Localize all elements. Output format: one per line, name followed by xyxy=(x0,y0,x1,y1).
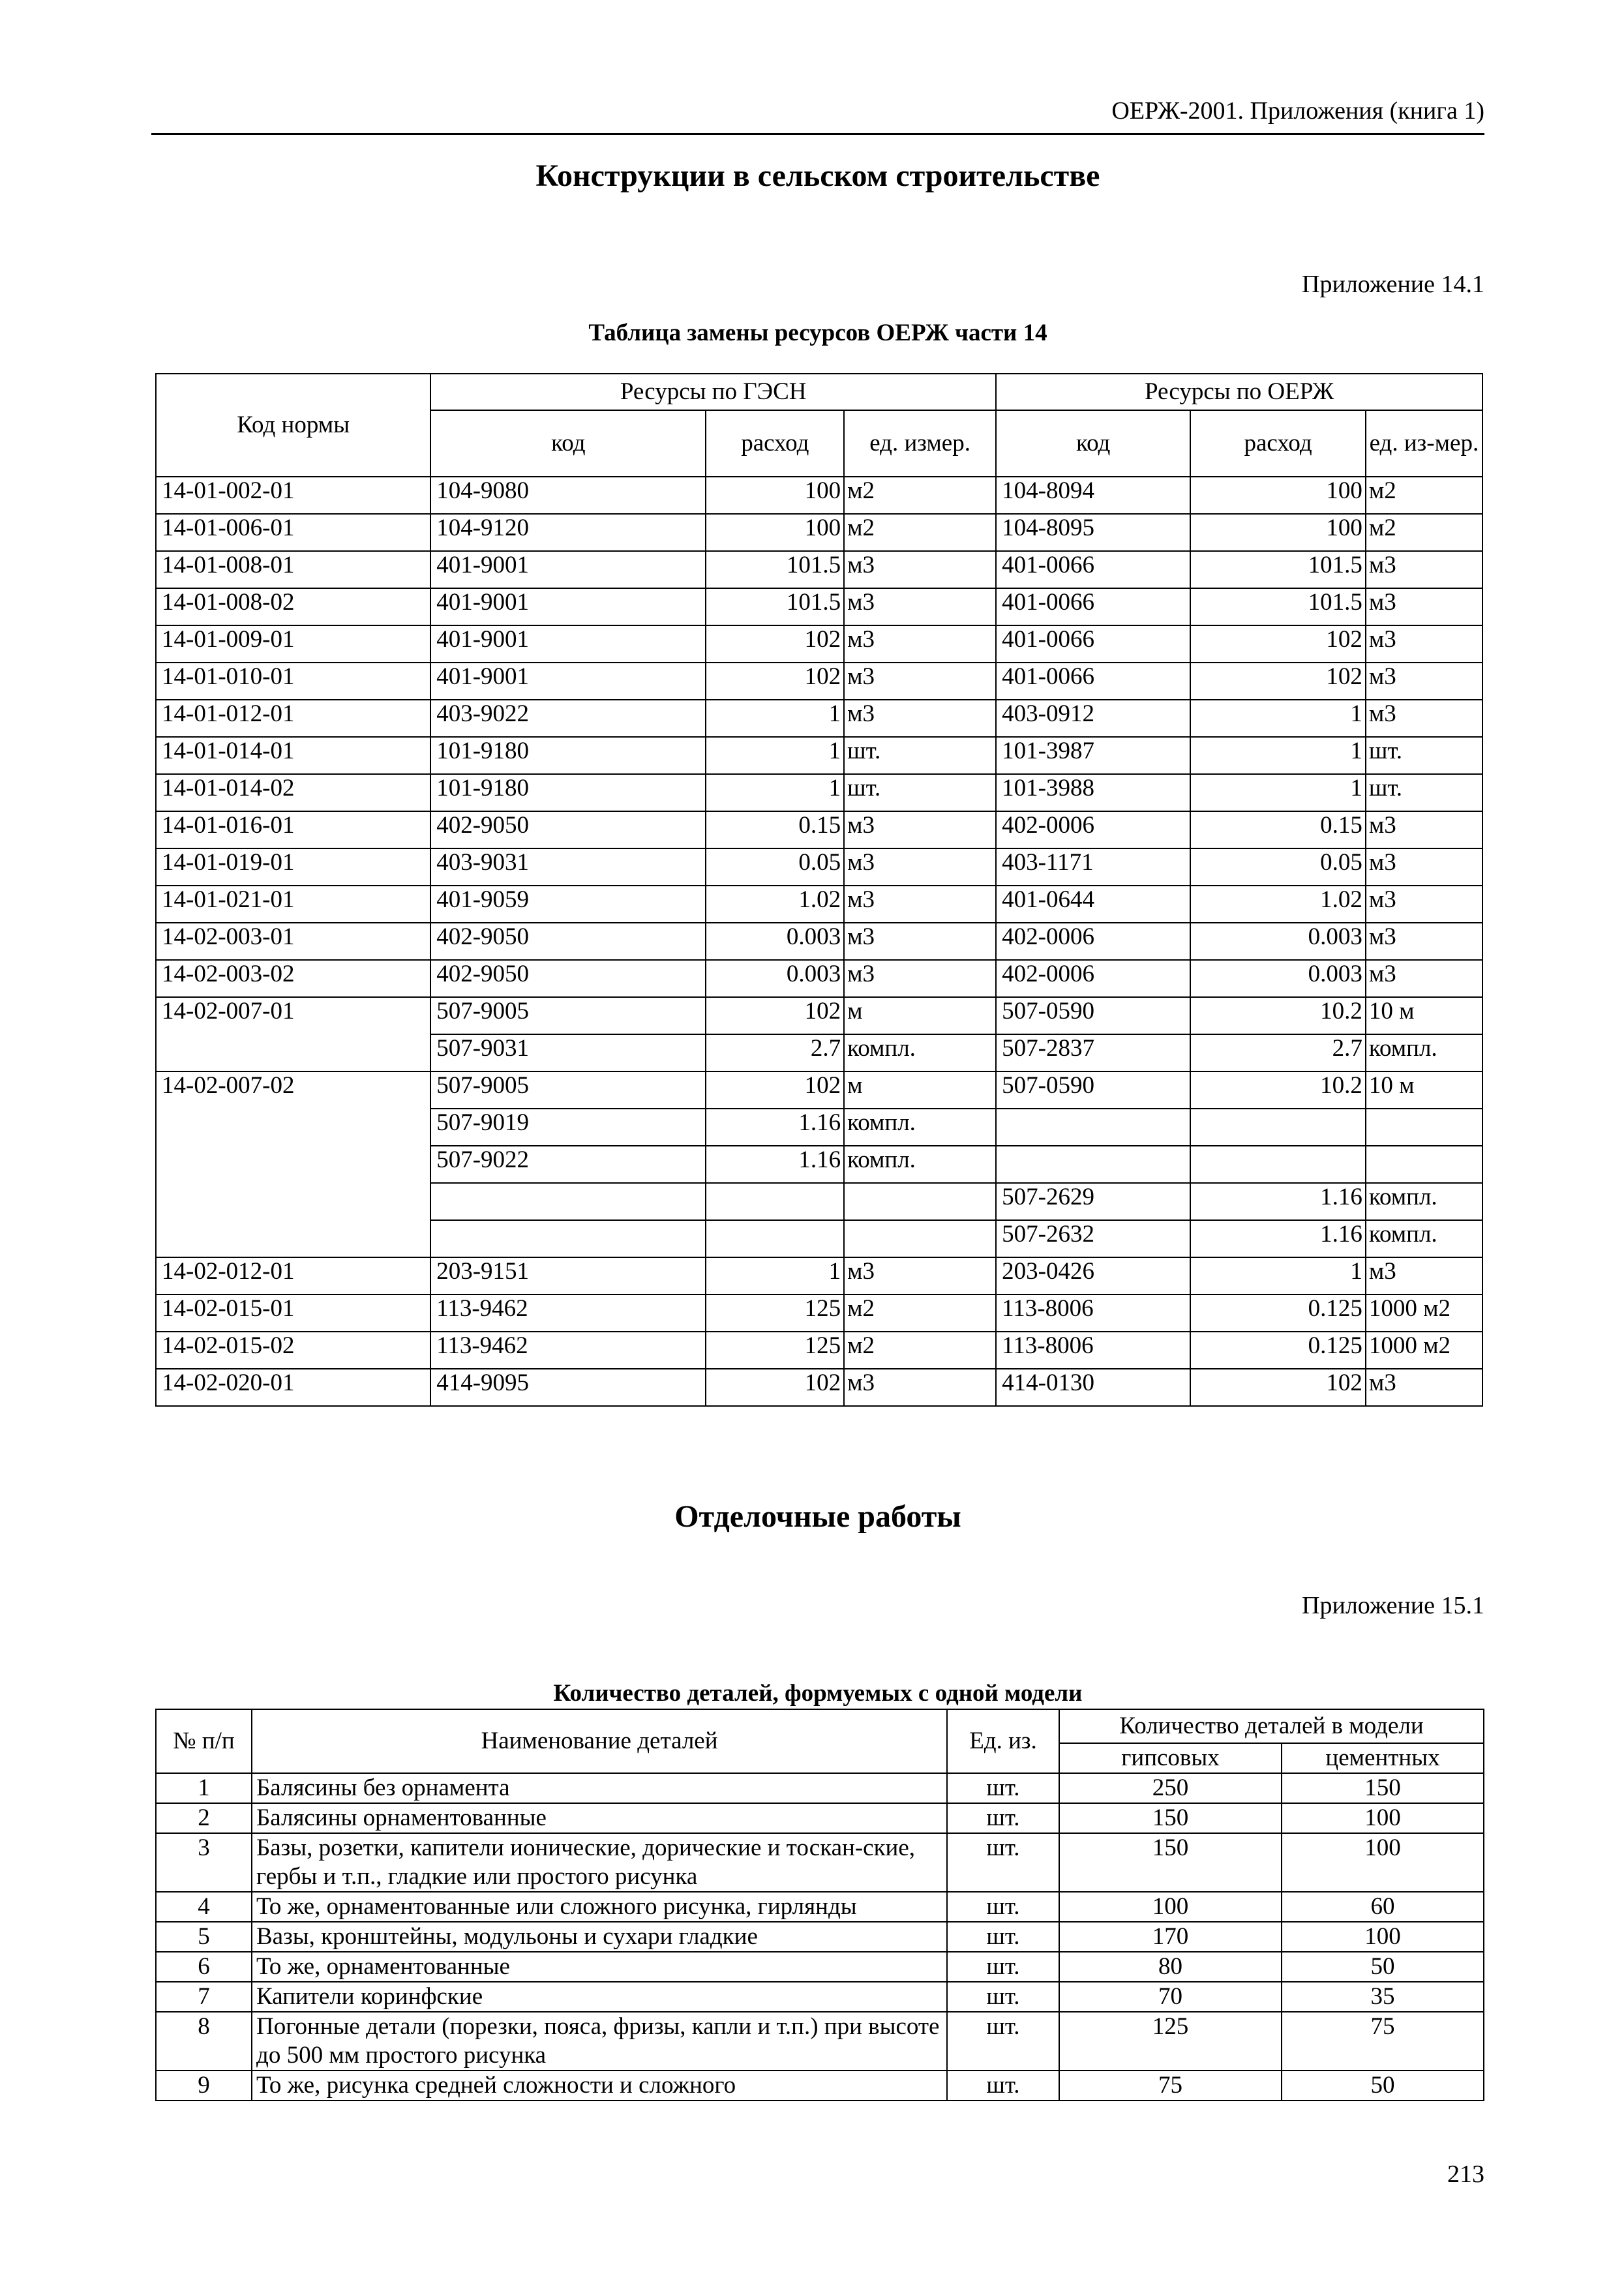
cell-gesn-rate: 101.5 xyxy=(706,588,844,625)
cell-oerzh-unit: м3 xyxy=(1366,886,1482,923)
cell-gesn-rate: 0.05 xyxy=(706,848,844,886)
header-rule xyxy=(151,133,1484,135)
cell-gesn-code: 402-9050 xyxy=(430,960,706,997)
subheader-gesn-code: код xyxy=(430,410,706,477)
cell-oerzh-rate: 0.05 xyxy=(1190,848,1366,886)
cell-oerzh-unit: шт. xyxy=(1366,737,1482,774)
cell-part-name: Капители коринфские xyxy=(252,1982,947,2012)
cell-gesn-rate: 102 xyxy=(706,1071,844,1109)
cell-number: 6 xyxy=(156,1952,252,1982)
table-row xyxy=(156,774,1482,811)
cell-gesn-unit xyxy=(844,1220,996,1257)
cell-oerzh-unit: м3 xyxy=(1366,700,1482,737)
cell-oerzh-rate: 100 xyxy=(1190,514,1366,551)
cell-gesn-unit: м3 xyxy=(844,551,996,588)
col-header-part-name: Наименование деталей xyxy=(252,1709,947,1773)
cell-gesn-rate: 101.5 xyxy=(706,551,844,588)
cell-gesn-code xyxy=(430,1183,706,1220)
cell-gesn-rate: 1 xyxy=(706,700,844,737)
table-row xyxy=(156,811,1482,848)
cell-gesn-unit: м2 xyxy=(844,1294,996,1332)
cell-unit: шт. xyxy=(947,2071,1059,2101)
cell-gesn-code: 401-9001 xyxy=(430,663,706,700)
cell-gypsum-qty: 170 xyxy=(1059,1922,1282,1952)
cell-gesn-rate: 0.15 xyxy=(706,811,844,848)
cell-oerzh-unit: компл. xyxy=(1366,1034,1482,1071)
cell-oerzh-rate: 0.125 xyxy=(1190,1332,1366,1369)
table-row xyxy=(156,960,1482,997)
cell-cement-qty: 100 xyxy=(1282,1922,1484,1952)
cell-gesn-unit xyxy=(844,1183,996,1220)
cell-oerzh-code: 401-0066 xyxy=(996,588,1190,625)
cell-oerzh-rate: 101.5 xyxy=(1190,551,1366,588)
cell-oerzh-code: 402-0006 xyxy=(996,811,1190,848)
cell-oerzh-unit: м3 xyxy=(1366,663,1482,700)
resource-replacement-table xyxy=(155,373,1483,1407)
cell-gesn-rate: 1 xyxy=(706,774,844,811)
cell-gesn-code: 104-9080 xyxy=(430,477,706,514)
cell-gesn-rate: 1.16 xyxy=(706,1109,844,1146)
cell-oerzh-rate: 10.2 xyxy=(1190,1071,1366,1109)
cell-gesn-unit: компл. xyxy=(844,1034,996,1071)
cell-oerzh-code: 104-8094 xyxy=(996,477,1190,514)
cell-norm-code: 14-01-002-01 xyxy=(156,477,430,514)
cell-norm-code: 14-02-007-01 xyxy=(156,997,430,1071)
cell-part-name: Погонные детали (порезки, пояса, фризы, капли и т.п.) при высоте до 500 мм простого рисунка xyxy=(252,2012,947,2071)
cell-oerzh-rate: 1 xyxy=(1190,1257,1366,1294)
running-header: ОЕРЖ-2001. Приложения (книга 1) xyxy=(1111,97,1484,125)
cell-part-name: Базы, розетки, капители ионические, дорические и тоскан-ские, гербы и т.п., гладкие или простого рисунка xyxy=(252,1833,947,1892)
table-caption-15: Количество деталей, формуемых с одной модели xyxy=(553,1680,1083,1707)
table-row xyxy=(156,514,1482,551)
cell-oerzh-rate: 0.15 xyxy=(1190,811,1366,848)
cell-norm-code: 14-02-015-02 xyxy=(156,1332,430,1369)
cell-oerzh-unit: м3 xyxy=(1366,923,1482,960)
cell-cement-qty: 75 xyxy=(1282,2012,1484,2071)
cell-gesn-unit: м2 xyxy=(844,477,996,514)
table-row xyxy=(156,663,1482,700)
cell-gesn-code: 203-9151 xyxy=(430,1257,706,1294)
table-row xyxy=(156,997,1482,1034)
cell-gesn-code: 401-9001 xyxy=(430,588,706,625)
subheader-oerzh-code: код xyxy=(996,410,1190,477)
cell-oerzh-unit: м3 xyxy=(1366,551,1482,588)
cell-oerzh-code: 101-3988 xyxy=(996,774,1190,811)
col-header-norm-code: Код нормы xyxy=(156,374,430,477)
cell-gesn-rate: 1 xyxy=(706,1257,844,1294)
cell-unit: шт. xyxy=(947,1803,1059,1833)
cell-gesn-code: 104-9120 xyxy=(430,514,706,551)
cell-norm-code: 14-01-008-01 xyxy=(156,551,430,588)
cell-norm-code: 14-02-020-01 xyxy=(156,1369,430,1406)
cell-norm-code: 14-01-021-01 xyxy=(156,886,430,923)
cell-oerzh-unit: компл. xyxy=(1366,1183,1482,1220)
cell-oerzh-code: 507-2629 xyxy=(996,1183,1190,1220)
cell-gypsum-qty: 80 xyxy=(1059,1952,1282,1982)
table-row xyxy=(156,737,1482,774)
cell-oerzh-rate: 1 xyxy=(1190,737,1366,774)
cell-gesn-code: 401-9001 xyxy=(430,551,706,588)
table-row xyxy=(156,886,1482,923)
cell-gesn-code: 402-9050 xyxy=(430,811,706,848)
subheader-gesn-rate: расход xyxy=(706,410,844,477)
cell-oerzh-unit: м2 xyxy=(1366,514,1482,551)
cell-oerzh-code: 113-8006 xyxy=(996,1332,1190,1369)
cell-number: 1 xyxy=(156,1773,252,1803)
cell-oerzh-unit xyxy=(1366,1146,1482,1183)
cell-oerzh-code: 402-0006 xyxy=(996,960,1190,997)
cell-oerzh-rate: 2.7 xyxy=(1190,1034,1366,1071)
subheader-cement: цементных xyxy=(1282,1743,1484,1773)
cell-gesn-rate: 102 xyxy=(706,625,844,663)
cell-norm-code: 14-02-003-01 xyxy=(156,923,430,960)
cell-gesn-rate: 125 xyxy=(706,1294,844,1332)
cell-gesn-unit: м xyxy=(844,997,996,1034)
table-row xyxy=(156,1369,1482,1406)
cell-gesn-rate xyxy=(706,1183,844,1220)
cell-gesn-rate: 2.7 xyxy=(706,1034,844,1071)
col-header-oerzh-resources: Ресурсы по ОЕРЖ xyxy=(996,374,1482,410)
cell-gesn-rate: 1 xyxy=(706,737,844,774)
cell-gesn-code: 507-9005 xyxy=(430,1071,706,1109)
cell-cement-qty: 150 xyxy=(1282,1773,1484,1803)
cell-gesn-unit: компл. xyxy=(844,1109,996,1146)
cell-number: 8 xyxy=(156,2012,252,2071)
cell-unit: шт. xyxy=(947,1922,1059,1952)
cell-norm-code: 14-01-012-01 xyxy=(156,700,430,737)
table-caption-14: Таблица замены ресурсов ОЕРЖ части 14 xyxy=(588,320,1047,346)
cell-oerzh-rate: 102 xyxy=(1190,663,1366,700)
cell-oerzh-code: 104-8095 xyxy=(996,514,1190,551)
cell-norm-code: 14-01-009-01 xyxy=(156,625,430,663)
col-header-unit: Ед. из. xyxy=(947,1709,1059,1773)
cell-gesn-rate: 102 xyxy=(706,1369,844,1406)
table-row xyxy=(156,848,1482,886)
cell-norm-code: 14-02-012-01 xyxy=(156,1257,430,1294)
cell-gesn-unit: м3 xyxy=(844,923,996,960)
cell-gypsum-qty: 150 xyxy=(1059,1803,1282,1833)
cell-oerzh-rate: 0.003 xyxy=(1190,960,1366,997)
cell-norm-code: 14-02-015-01 xyxy=(156,1294,430,1332)
cell-oerzh-rate xyxy=(1190,1109,1366,1146)
cell-oerzh-code: 507-2837 xyxy=(996,1034,1190,1071)
cell-cement-qty: 50 xyxy=(1282,1952,1484,1982)
table-row xyxy=(156,700,1482,737)
cell-gesn-code: 414-9095 xyxy=(430,1369,706,1406)
cell-gesn-rate: 100 xyxy=(706,477,844,514)
cell-part-name: Вазы, кронштейны, модульоны и сухари гладкие xyxy=(252,1922,947,1952)
col-header-quantity: Количество деталей в модели xyxy=(1059,1709,1484,1743)
subheader-gypsum: гипсовых xyxy=(1059,1743,1282,1773)
cell-oerzh-unit: компл. xyxy=(1366,1220,1482,1257)
cell-oerzh-unit: 1000 м2 xyxy=(1366,1294,1482,1332)
cell-cement-qty: 100 xyxy=(1282,1803,1484,1833)
cell-oerzh-unit: м2 xyxy=(1366,477,1482,514)
cell-part-name: Балясины без орнамента xyxy=(252,1773,947,1803)
cell-oerzh-code: 401-0066 xyxy=(996,663,1190,700)
cell-number: 2 xyxy=(156,1803,252,1833)
cell-gesn-unit: шт. xyxy=(844,737,996,774)
cell-oerzh-rate: 1.02 xyxy=(1190,886,1366,923)
cell-gesn-rate: 0.003 xyxy=(706,923,844,960)
subheader-oerzh-rate: расход xyxy=(1190,410,1366,477)
cell-oerzh-unit: м3 xyxy=(1366,811,1482,848)
subheader-gesn-unit: ед. измер. xyxy=(844,410,996,477)
cell-oerzh-unit: м3 xyxy=(1366,848,1482,886)
cell-gesn-code: 101-9180 xyxy=(430,774,706,811)
cell-gesn-rate: 102 xyxy=(706,997,844,1034)
cell-gesn-unit: м3 xyxy=(844,886,996,923)
cell-gesn-code: 507-9005 xyxy=(430,997,706,1034)
cell-gesn-unit: м2 xyxy=(844,1332,996,1369)
cell-oerzh-rate: 102 xyxy=(1190,625,1366,663)
table-row xyxy=(156,588,1482,625)
cell-oerzh-code: 402-0006 xyxy=(996,923,1190,960)
cell-number: 4 xyxy=(156,1892,252,1922)
table-row xyxy=(156,477,1482,514)
cell-gesn-rate: 1.02 xyxy=(706,886,844,923)
cell-unit: шт. xyxy=(947,1982,1059,2012)
table-row xyxy=(156,1982,1484,2012)
cell-oerzh-code: 401-0066 xyxy=(996,551,1190,588)
cell-gesn-unit: м2 xyxy=(844,514,996,551)
table-row xyxy=(156,1803,1484,1833)
cell-gesn-unit: м3 xyxy=(844,588,996,625)
cell-gesn-code: 113-9462 xyxy=(430,1332,706,1369)
cell-oerzh-code xyxy=(996,1146,1190,1183)
cell-oerzh-code: 414-0130 xyxy=(996,1369,1190,1406)
section-title-rural-construction: Конструкции в сельском строительстве xyxy=(535,158,1100,193)
cell-gesn-rate xyxy=(706,1220,844,1257)
cell-oerzh-rate: 1.16 xyxy=(1190,1220,1366,1257)
cell-norm-code: 14-01-008-02 xyxy=(156,588,430,625)
cell-gesn-unit: м3 xyxy=(844,700,996,737)
cell-oerzh-code: 203-0426 xyxy=(996,1257,1190,1294)
cell-oerzh-code: 401-0066 xyxy=(996,625,1190,663)
cell-oerzh-unit: 10 м xyxy=(1366,1071,1482,1109)
cell-number: 3 xyxy=(156,1833,252,1892)
cell-oerzh-rate: 1.16 xyxy=(1190,1183,1366,1220)
cell-oerzh-rate: 1 xyxy=(1190,700,1366,737)
table-row xyxy=(156,1332,1482,1369)
cell-cement-qty: 100 xyxy=(1282,1833,1484,1892)
cell-gesn-code: 101-9180 xyxy=(430,737,706,774)
cell-gesn-unit: м3 xyxy=(844,663,996,700)
cell-oerzh-rate: 102 xyxy=(1190,1369,1366,1406)
cell-gypsum-qty: 250 xyxy=(1059,1773,1282,1803)
table-row xyxy=(156,551,1482,588)
cell-gypsum-qty: 75 xyxy=(1059,2071,1282,2101)
cell-oerzh-code: 507-0590 xyxy=(996,997,1190,1034)
cell-gesn-rate: 0.003 xyxy=(706,960,844,997)
cell-norm-code: 14-02-007-02 xyxy=(156,1071,430,1257)
table-row xyxy=(156,1773,1484,1803)
cell-gesn-code: 403-9031 xyxy=(430,848,706,886)
cell-unit: шт. xyxy=(947,2012,1059,2071)
cell-oerzh-unit xyxy=(1366,1109,1482,1146)
col-header-gesn-resources: Ресурсы по ГЭСН xyxy=(430,374,996,410)
cell-oerzh-rate: 0.003 xyxy=(1190,923,1366,960)
cell-oerzh-code xyxy=(996,1109,1190,1146)
table-row xyxy=(156,1922,1484,1952)
cell-oerzh-unit: м3 xyxy=(1366,588,1482,625)
cell-oerzh-unit: м3 xyxy=(1366,1369,1482,1406)
cell-gypsum-qty: 125 xyxy=(1059,2012,1282,2071)
cell-oerzh-unit: шт. xyxy=(1366,774,1482,811)
cell-oerzh-unit: м3 xyxy=(1366,625,1482,663)
cell-gesn-unit: м3 xyxy=(844,625,996,663)
section-title-finishing-works: Отделочные работы xyxy=(674,1499,961,1534)
cell-gesn-code: 507-9031 xyxy=(430,1034,706,1071)
appendix-label-14-1: Приложение 14.1 xyxy=(1302,271,1484,298)
cell-unit: шт. xyxy=(947,1773,1059,1803)
cell-gesn-code: 402-9050 xyxy=(430,923,706,960)
cell-oerzh-code: 101-3987 xyxy=(996,737,1190,774)
page-number: 213 xyxy=(1447,2161,1484,2188)
cell-oerzh-code: 401-0644 xyxy=(996,886,1190,923)
cell-oerzh-unit: м3 xyxy=(1366,1257,1482,1294)
cell-norm-code: 14-02-003-02 xyxy=(156,960,430,997)
cell-gesn-code: 401-9001 xyxy=(430,625,706,663)
appendix-label-15-1: Приложение 15.1 xyxy=(1302,1592,1484,1619)
cell-gesn-unit: шт. xyxy=(844,774,996,811)
cell-oerzh-rate: 10.2 xyxy=(1190,997,1366,1034)
cell-number: 5 xyxy=(156,1922,252,1952)
cell-unit: шт. xyxy=(947,1833,1059,1892)
cell-oerzh-rate: 0.125 xyxy=(1190,1294,1366,1332)
table-row xyxy=(156,2012,1484,2071)
cell-cement-qty: 60 xyxy=(1282,1892,1484,1922)
cell-oerzh-unit: 10 м xyxy=(1366,997,1482,1034)
table-row xyxy=(156,923,1482,960)
cell-gesn-unit: м3 xyxy=(844,848,996,886)
table-row xyxy=(156,625,1482,663)
cell-oerzh-rate: 101.5 xyxy=(1190,588,1366,625)
cell-oerzh-code: 403-0912 xyxy=(996,700,1190,737)
subheader-oerzh-unit: ед. из-мер. xyxy=(1366,410,1482,477)
cell-part-name: То же, орнаментованные или сложного рисунка, гирлянды xyxy=(252,1892,947,1922)
cell-gesn-code: 401-9059 xyxy=(430,886,706,923)
cell-part-name: Балясины орнаментованные xyxy=(252,1803,947,1833)
cell-gesn-unit: компл. xyxy=(844,1146,996,1183)
cell-gesn-code xyxy=(430,1220,706,1257)
cell-part-name: То же, орнаментованные xyxy=(252,1952,947,1982)
col-header-number: № п/п xyxy=(156,1709,252,1773)
cell-gesn-code: 113-9462 xyxy=(430,1294,706,1332)
cell-norm-code: 14-01-006-01 xyxy=(156,514,430,551)
cell-oerzh-unit: 1000 м2 xyxy=(1366,1332,1482,1369)
cell-gesn-unit: м xyxy=(844,1071,996,1109)
cell-oerzh-rate: 1 xyxy=(1190,774,1366,811)
table-row xyxy=(156,1892,1484,1922)
cell-norm-code: 14-01-019-01 xyxy=(156,848,430,886)
cell-gesn-unit: м3 xyxy=(844,811,996,848)
cell-gypsum-qty: 100 xyxy=(1059,1892,1282,1922)
cell-gesn-code: 507-9019 xyxy=(430,1109,706,1146)
cell-oerzh-unit: м3 xyxy=(1366,960,1482,997)
cell-gesn-rate: 125 xyxy=(706,1332,844,1369)
table-row xyxy=(156,1294,1482,1332)
cell-number: 9 xyxy=(156,2071,252,2101)
cell-norm-code: 14-01-016-01 xyxy=(156,811,430,848)
cell-oerzh-code: 113-8006 xyxy=(996,1294,1190,1332)
cell-gypsum-qty: 70 xyxy=(1059,1982,1282,2012)
cell-part-name: То же, рисунка средней сложности и сложного xyxy=(252,2071,947,2101)
cell-oerzh-code: 403-1171 xyxy=(996,848,1190,886)
cell-cement-qty: 35 xyxy=(1282,1982,1484,2012)
cell-gypsum-qty: 150 xyxy=(1059,1833,1282,1892)
cell-gesn-rate: 100 xyxy=(706,514,844,551)
cell-oerzh-rate: 100 xyxy=(1190,477,1366,514)
cell-norm-code: 14-01-014-02 xyxy=(156,774,430,811)
cell-gesn-unit: м3 xyxy=(844,1369,996,1406)
cell-gesn-unit: м3 xyxy=(844,960,996,997)
cell-gesn-rate: 102 xyxy=(706,663,844,700)
cell-number: 7 xyxy=(156,1982,252,2012)
table-row xyxy=(156,1833,1484,1892)
cell-gesn-code: 403-9022 xyxy=(430,700,706,737)
cell-gesn-rate: 1.16 xyxy=(706,1146,844,1183)
cell-gesn-unit: м3 xyxy=(844,1257,996,1294)
table-row xyxy=(156,1071,1482,1109)
cell-norm-code: 14-01-010-01 xyxy=(156,663,430,700)
cell-cement-qty: 50 xyxy=(1282,2071,1484,2101)
cell-oerzh-rate xyxy=(1190,1146,1366,1183)
table-row xyxy=(156,1952,1484,1982)
cell-gesn-code: 507-9022 xyxy=(430,1146,706,1183)
cell-oerzh-code: 507-0590 xyxy=(996,1071,1190,1109)
molded-parts-table xyxy=(155,1709,1484,2101)
cell-unit: шт. xyxy=(947,1892,1059,1922)
cell-norm-code: 14-01-014-01 xyxy=(156,737,430,774)
table-row xyxy=(156,2071,1484,2101)
cell-unit: шт. xyxy=(947,1952,1059,1982)
cell-oerzh-code: 507-2632 xyxy=(996,1220,1190,1257)
table-row xyxy=(156,1257,1482,1294)
